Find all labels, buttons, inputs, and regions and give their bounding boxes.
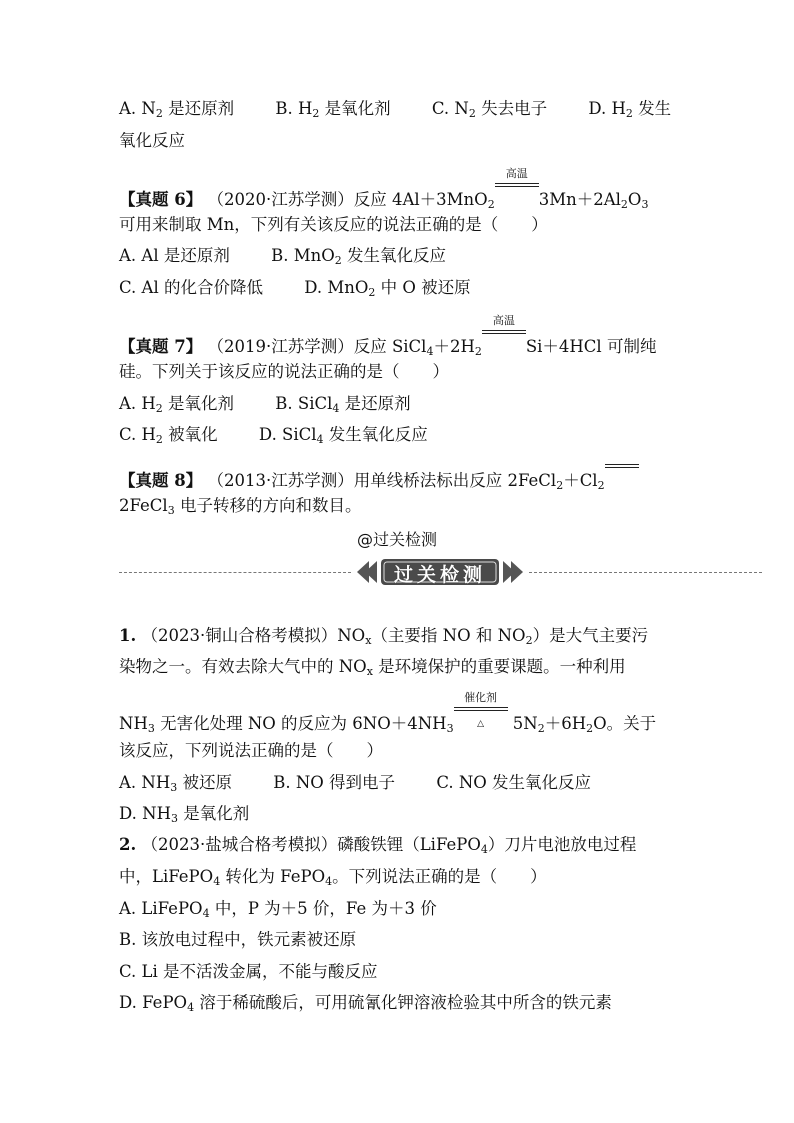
q6-option-d: D. MnO$_2$ 中 O 被还原 bbox=[304, 278, 471, 299]
p1-option-d: D. $NH_3$ 是氧化剂 bbox=[119, 804, 250, 825]
q7-option-b: B. SiCl$_4$ 是还原剂 bbox=[275, 394, 411, 415]
q7-option-d: D. SiCl$_4$ 发生氧化反应 bbox=[258, 425, 428, 446]
reaction-arrow-q6: 高温 bbox=[495, 183, 539, 205]
section-badge-label: 过关检测 bbox=[393, 564, 486, 586]
p2-stem-line2: 中，LiFePO$_4$ 转化为 FePO$_4$。下列说法正确的是（ ） bbox=[119, 867, 547, 888]
q7-option-a: A. $H_2$ 是氧化剂 bbox=[119, 394, 235, 415]
q7-option-c: C. $H_2$ 被氧化 bbox=[119, 425, 218, 446]
p1-number: 1. bbox=[119, 626, 137, 645]
p1-option-a: A. $NH_3$ 被还原 bbox=[119, 773, 232, 794]
q5-option-c: C. $N_2$ 失去电子 bbox=[431, 99, 548, 120]
p1-stem-line4: 该反应，下列说法正确的是（ ） bbox=[119, 741, 383, 760]
p1-options-abc bbox=[119, 772, 591, 794]
p1-option-c: C. NO 发生氧化反应 bbox=[436, 773, 592, 792]
q6-options-ab bbox=[119, 245, 446, 267]
q6-stem-line2: 可用来制取 Mn，下列有关该反应的说法正确的是（ ） bbox=[119, 215, 548, 234]
q7-tag: 【真题 7】 bbox=[119, 337, 203, 356]
q5-option-a: A. $N_2$ 是还原剂 bbox=[119, 99, 235, 120]
p1-stem-line1: 1. （2023·铜山合格考模拟）$NO_x$（主要指 NO 和 $NO_2$）是大气主要污 bbox=[119, 626, 649, 647]
reaction-arrow-q8 bbox=[605, 464, 639, 486]
q8-tag: 【真题 8】 bbox=[119, 471, 203, 490]
p2-option-b: B. 该放电过程中，铁元素被还原 bbox=[119, 930, 357, 949]
p1-option-b: B. NO 得到电子 bbox=[273, 773, 396, 792]
q6-option-b: B. MnO$_2$ 发生氧化反应 bbox=[271, 246, 447, 267]
q6-stem-line1: 【真题 6】 （2020·江苏学测）反应 4Al＋3MnO$_2$ 高温 $3Mn+2Al_2O_3$ bbox=[119, 167, 649, 211]
q6-tag: 【真题 6】 bbox=[119, 190, 203, 209]
p1-stem-line2: 染物之一。有效去除大气中的 $NO_x$ 是环境保护的重要课题。一种利用 bbox=[119, 657, 626, 678]
p2-stem-line1: 2. （2023·盐城合格考模拟）磷酸铁锂（LiFePO$_4$）刀片电池放电过程 bbox=[119, 835, 637, 856]
section-caption: @过关检测 bbox=[356, 530, 437, 549]
q7-stem-line1: 【真题 7】 （2019·江苏学测）反应 $SiCl_4+2H_2$ 高温 Si＋4HCl 可制纯 bbox=[119, 314, 657, 358]
q5-option-d: D. $H_2$ 发生 bbox=[588, 99, 672, 120]
section-badge bbox=[355, 557, 525, 587]
q6-options-cd bbox=[119, 277, 471, 299]
p2-option-d: D. FePO$_4$ 溶于稀硫酸后，可用硫氰化钾溶液检验其中所含的铁元素 bbox=[119, 993, 612, 1014]
reaction-arrow-q7: 高温 bbox=[482, 330, 526, 352]
p2-option-c: C. Li 是不活泼金属，不能与酸反应 bbox=[119, 962, 378, 981]
q7-options-ab bbox=[119, 393, 411, 415]
q5-option-b: B. $H_2$ 是氧化剂 bbox=[275, 99, 391, 120]
reaction-arrow-p1: 催化剂 △ bbox=[454, 707, 508, 729]
q8-stem-line2: 2FeCl$_3$ 电子转移的方向和数目。 bbox=[119, 496, 362, 517]
q7-stem-line2: 硅。下列关于该反应的说法正确的是（ ） bbox=[119, 362, 449, 381]
q7-options-cd bbox=[119, 424, 428, 446]
p2-option-a: A. LiFePO$_4$ 中，P 为＋5 价，Fe 为＋3 价 bbox=[119, 899, 437, 920]
q5-option-d-continued: 氧化反应 bbox=[119, 131, 185, 150]
section-banner bbox=[119, 563, 762, 586]
q6-option-c: C. Al 的化合价降低 bbox=[119, 278, 263, 297]
q6-option-a: A. Al 是还原剂 bbox=[119, 246, 230, 265]
p2-number: 2. bbox=[119, 835, 137, 854]
q8-stem-line1: 【真题 8】 （2013·江苏学测）用单线桥法标出反应 $2FeCl_2+Cl_2$ bbox=[119, 464, 639, 492]
q5-options-line bbox=[119, 98, 671, 120]
p1-stem-line3: $NH_3$ 无害化处理 NO 的反应为 $6NO+4NH_3$ 催化剂 △ $5N_2+6H_2O$。关于 bbox=[119, 691, 657, 735]
